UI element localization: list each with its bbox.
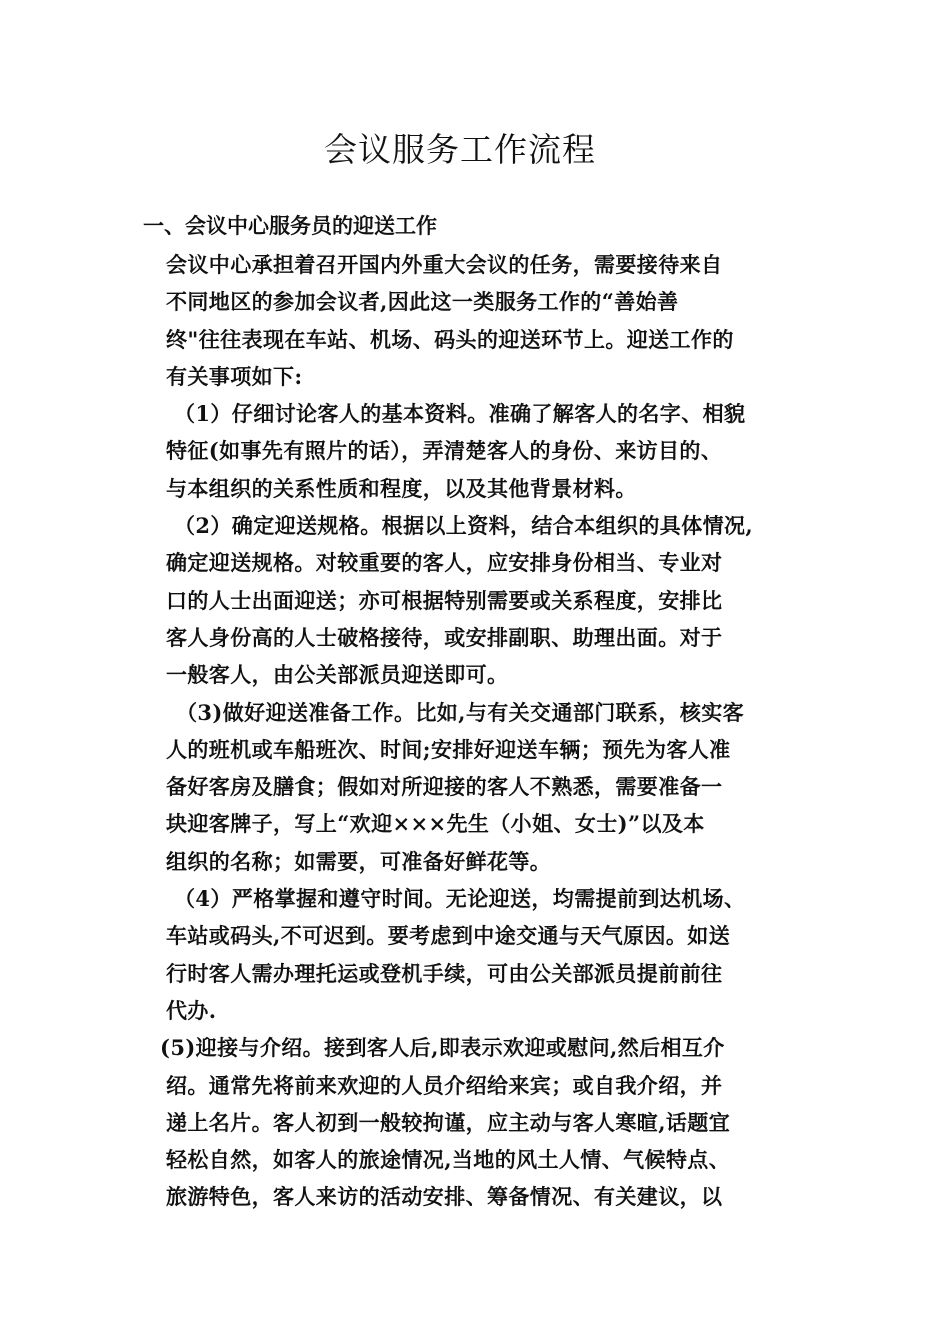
body-line: 会议中心承担着召开国内外重大会议的任务，需要接待来自 [166, 252, 723, 277]
body-line: 绍。通常先将前来欢迎的人员介绍给来宾；或自我介绍，并 [166, 1072, 723, 1098]
body-line: 口的人士出面迎送；亦可根据特别需要或关系程度，安排比 [166, 587, 723, 613]
body-line: 块迎客牌子，写上“欢迎×××先生（小姐、女士)”以及本 [166, 811, 705, 837]
body-line: 有关事项如下: [166, 363, 303, 389]
body-line: （3)做好迎送准备工作。比如,与有关交通部门联系，核实客 [176, 699, 745, 725]
body-line: 备好客房及膳食；假如对所迎接的客人不熟悉，需要准备一 [166, 774, 723, 800]
body-line: 特征(如事先有照片的话），弄清楚客人的身份、来访目的、 [166, 438, 723, 464]
body-line: 递上名片。客人初到一般较拘谨，应主动与客人寒暄,话题宜 [166, 1109, 731, 1135]
body-line: 不同地区的参加会议者,因此这一类服务工作的“善始善 [166, 289, 679, 315]
body-line: （4）严格掌握和遵守时间。无论迎送，均需提前到达机场、 [174, 886, 746, 912]
body-line: 车站或码头,不可迟到。要考虑到中途交通与天气原因。如送 [166, 923, 731, 949]
body-line: 代办. [166, 997, 217, 1023]
body-line: 确定迎送规格。对较重要的客人，应安排身份相当、专业对 [166, 550, 723, 576]
body-line: 与本组织的关系性质和程度，以及其他背景材料。 [166, 475, 637, 501]
body-line: (5)迎接与介绍。接到客人后,即表示欢迎或慰问,然后相互介 [160, 1035, 725, 1061]
body-line: 组织的名称；如需要，可准备好鲜花等。 [166, 848, 552, 874]
body-line: 旅游特色，客人来访的活动安排、筹备情况、有关建议，以 [166, 1184, 723, 1210]
body-line: 客人身份高的人士破格接待，或安排副职、助理出面。对于 [166, 624, 723, 650]
body-line: 行时客人需办理托运或登机手续，可由公关部派员提前前往 [166, 960, 723, 986]
body-line: 一般客人，由公关部派员迎送即可。 [166, 662, 509, 688]
section-heading: 一、会议中心服务员的迎送工作 [143, 213, 437, 238]
document-title: 会议服务工作流程 [324, 130, 596, 169]
document-body [160, 246, 826, 1216]
body-line: 终"往往表现在车站、机场、码头的迎送环节上。迎送工作的 [166, 326, 734, 352]
body-line: （2）确定迎送规格。根据以上资料，结合本组织的具体情况, [174, 513, 754, 539]
body-line: （1）仔细讨论客人的基本资料。准确了解客人的名字、相貌 [174, 401, 746, 427]
body-line: 轻松自然，如客人的旅途情况,当地的风土人情、气候特点、 [166, 1147, 731, 1173]
body-line: 人的班机或车船班次、时间;安排好迎送车辆；预先为客人准 [166, 736, 731, 762]
